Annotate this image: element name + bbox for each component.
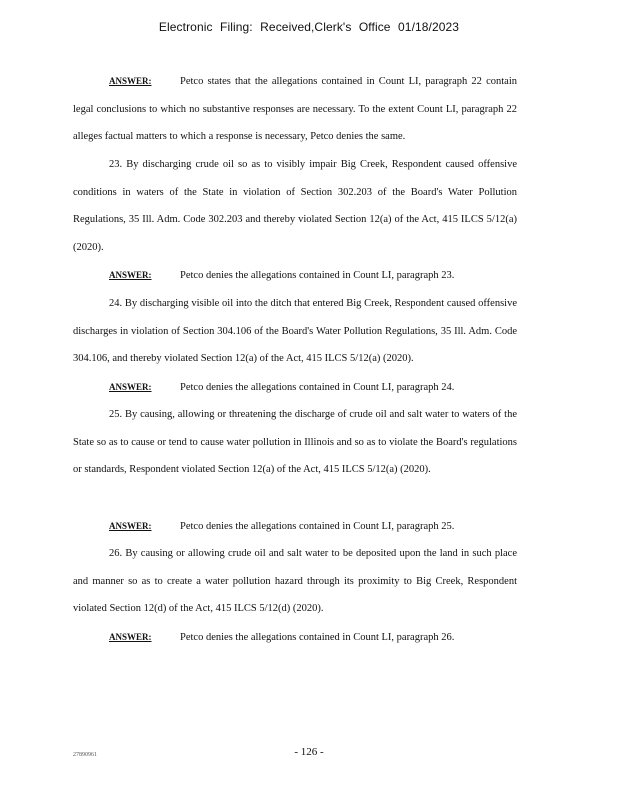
answer-text: Petco denies the allegations contained in Count LI, paragraph 25. <box>180 521 455 532</box>
answer-text: Petco denies the allegations contained in Count LI, paragraph 24. <box>180 382 455 393</box>
answer-count-li-22 <box>73 68 517 151</box>
paragraph-25: 25. By causing, allowing or threatening the discharge of crude oil and salt water to waters of the State so as to cause or tend to cause water pollution in Illinois and so as to violate the Board's regulations or standards, Respondent violated Section 12(a) of the Act, 415 ILCS 5/12(a) (2020). <box>73 409 517 476</box>
answer-count-li-26 <box>73 624 517 652</box>
paragraph-24: 24. By discharging visible oil into the ditch that entered Big Creek, Respondent caused offensive discharges in violation of Section 304.106 of the Board's Water Pollution Regulations, 35 Ill. Adm. Code 304.106, and thereby violated Section 12(a) of the Act, 415 ILCS 5/12(a) (2020). <box>73 298 517 365</box>
paragraph-26: 26. By causing or allowing crude oil and salt water to be deposited upon the land in such place and manner so as to create a water pollution hazard through its proximity to Big Creek, Respondent violated Section 12(d) of the Act, 415 ILCS 5/12(d) (2020). <box>73 548 517 615</box>
answer-count-li-24 <box>73 374 517 402</box>
answer-label: ANSWER: <box>109 632 152 642</box>
answer-label: ANSWER: <box>109 382 152 392</box>
answer-text: Petco denies the allegations contained in Count LI, paragraph 23. <box>180 270 455 281</box>
filing-header: Electronic Filing: Received,Clerk's Office 01/18/2023 <box>158 20 460 34</box>
answer-count-li-25 <box>73 513 517 541</box>
page-number: - 126 - <box>294 746 324 758</box>
paragraph-23: 23. By discharging crude oil so as to visibly impair Big Creek, Respondent caused offensive conditions in waters of the State in violation of Section 302.203 of the Board's Water Pollution Regulations, 35 Ill. Adm. Code 302.203 and thereby violated Section 12(a) of the Act, 415 ILCS 5/12(a) (2020). <box>73 159 517 254</box>
answer-label: ANSWER: <box>109 521 152 531</box>
answer-label: ANSWER: <box>109 270 152 280</box>
answer-text: Petco denies the allegations contained in Count LI, paragraph 26. <box>180 632 455 643</box>
answer-label: ANSWER: <box>109 76 152 86</box>
answer-text: Petco states that the allegations contained in Count LI, paragraph 22 contain legal conclusions to which no substantive responses are necessary. To the extent Count LI, paragraph 22 alleges factual matters to which a response is necessary, Petco denies the same. <box>73 76 517 143</box>
answer-count-li-23 <box>73 262 517 290</box>
document-id: 27890961 <box>73 752 97 758</box>
